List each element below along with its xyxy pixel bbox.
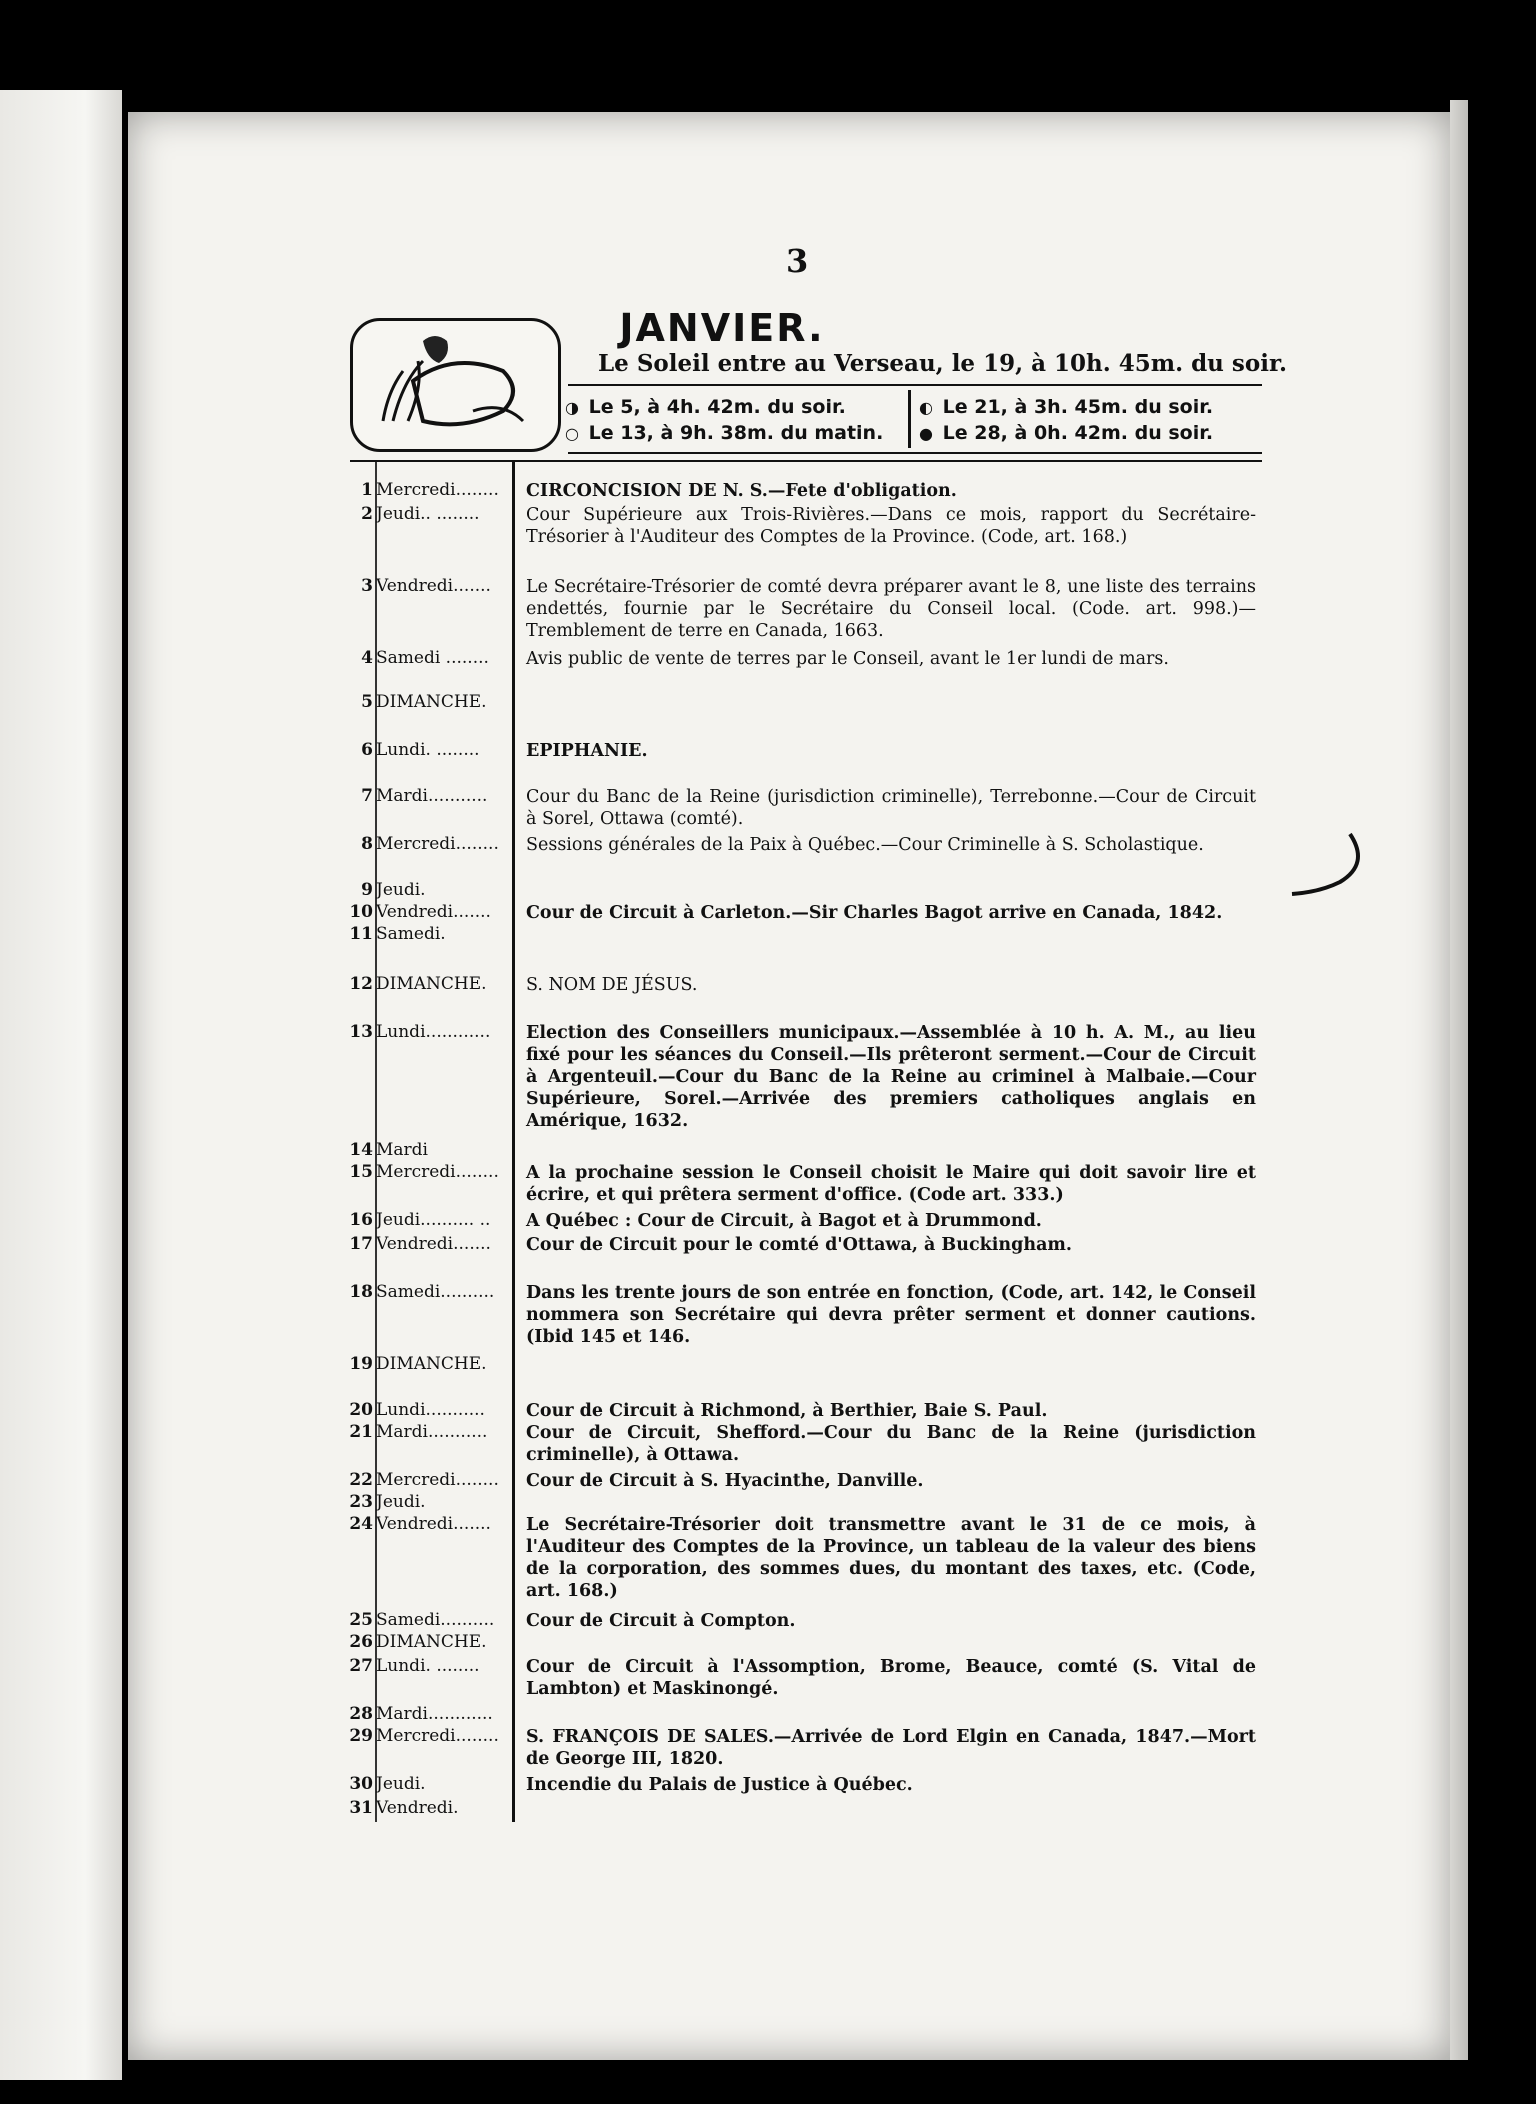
- day-events: Cour Supérieure aux Trois-Rivières.—Dans ce mois, rapport du Secrétaire-Trésorier à l'Auditeur des Comptes de la Province. (Code, art. 168.): [526, 505, 1256, 547]
- day-number: 25: [349, 1610, 373, 1630]
- day-events: Avis public de vente de terres par le Conseil, avant le 1er lundi de mars.: [526, 649, 1169, 669]
- weekday: Mardi............: [376, 1704, 493, 1724]
- moon-phase-new: ● Le 28, à 0h. 42m. du soir.: [916, 422, 1213, 444]
- weekday: Mercredi........: [376, 1470, 499, 1490]
- divider: [908, 390, 911, 448]
- day-number: 28: [349, 1704, 373, 1724]
- day-events: A Québec : Cour de Circuit, à Bagot et à Drummond.: [526, 1211, 1042, 1231]
- weekday: Samedi.: [376, 924, 446, 944]
- divider: [568, 452, 1262, 454]
- weekday: DIMANCHE.: [376, 692, 487, 712]
- divider: [350, 460, 1262, 462]
- weekday: Vendredi.......: [376, 1514, 491, 1534]
- day-number: 20: [349, 1400, 373, 1420]
- day-number: 11: [349, 924, 373, 944]
- day-number: 10: [349, 902, 373, 922]
- day-number: 27: [349, 1656, 373, 1676]
- weekday: Samedi ........: [376, 648, 489, 668]
- day-number: 9: [361, 880, 373, 900]
- weekday: Jeudi.. ........: [376, 504, 480, 524]
- day-number: 17: [349, 1234, 373, 1254]
- day-events: Le Secrétaire-Trésorier doit transmettre avant le 31 de ce mois, à l'Auditeur des Comptes de la Province, un tableau de la valeur des biens de la corporation, des sommes dues, du montant des taxes, etc. (Code, art. 168.): [526, 1515, 1256, 1601]
- day-events: Election des Conseillers municipaux.—Assemblée à 10 h. A. M., au lieu fixé pour les séances du Conseil.—Ils prêteront serment.—Cour de Circuit à Argenteuil.—Cour du Banc de la Reine au criminel à Malbaie.—Cour Supérieure, Sorel.—Arrivée des premiers catholiques anglais en Amérique, 1632.: [526, 1023, 1256, 1131]
- day-number: 14: [349, 1140, 373, 1160]
- weekday: DIMANCHE.: [376, 974, 487, 994]
- day-number: 19: [349, 1354, 373, 1374]
- page-edge-right: [1450, 100, 1468, 2060]
- day-number: 12: [349, 974, 373, 994]
- day-events: Cour de Circuit à Carleton.—Sir Charles Bagot arrive en Canada, 1842.: [526, 903, 1223, 923]
- day-number: 30: [349, 1774, 373, 1794]
- weekday: Mercredi........: [376, 834, 499, 854]
- divider: [568, 384, 1262, 386]
- day-events: Sessions générales de la Paix à Québec.—Cour Criminelle à S. Scholastique.: [526, 835, 1204, 855]
- weekday: Lundi...........: [376, 1400, 485, 1420]
- day-number: 24: [349, 1514, 373, 1534]
- sun-entry-line: Le Soleil entre au Verseau, le 19, à 10h. 45m. du soir.: [598, 350, 1287, 377]
- weekday: Vendredi.......: [376, 576, 491, 596]
- day-number: 23: [349, 1492, 373, 1512]
- day-number: 2: [361, 504, 373, 524]
- day-events: Cour de Circuit à Richmond, à Berthier, Baie S. Paul.: [526, 1401, 1048, 1421]
- day-events: S. FRANÇOIS DE SALES.—Arrivée de Lord Elgin en Canada, 1847.—Mort de George III, 1820.: [526, 1727, 1256, 1769]
- day-events: Cour de Circuit à S. Hyacinthe, Danville.: [526, 1471, 924, 1491]
- weekday: Vendredi.......: [376, 1234, 491, 1254]
- weekday: Vendredi.: [376, 1798, 459, 1818]
- day-events: Cour de Circuit à Compton.: [526, 1611, 796, 1631]
- moon-full-icon: ○: [565, 424, 579, 443]
- day-number: 21: [349, 1422, 373, 1442]
- day-number: 13: [349, 1022, 373, 1042]
- weekday: Mercredi........: [376, 480, 499, 500]
- weekday: Jeudi.......... ..: [376, 1210, 491, 1230]
- weekday: Mardi...........: [376, 1422, 488, 1442]
- day-events: Cour de Circuit à l'Assomption, Brome, Beauce, comté (S. Vital de Lambton) et Maskinongé.: [526, 1657, 1256, 1699]
- day-events: Incendie du Palais de Justice à Québec.: [526, 1775, 913, 1795]
- weekday: Jeudi.: [376, 1774, 426, 1794]
- day-events: A la prochaine session le Conseil choisit le Maire qui doit savoir lire et écrire, et qui prêtera serment d'office. (Code art. 333.): [526, 1163, 1256, 1205]
- month-heading: JANVIER.: [619, 306, 825, 350]
- weekday: Jeudi.: [376, 880, 426, 900]
- day-events: Cour de Circuit pour le comté d'Ottawa, à Buckingham.: [526, 1235, 1073, 1255]
- day-number: 29: [349, 1726, 373, 1746]
- weekday: Mercredi........: [376, 1162, 499, 1182]
- moon-new-icon: ●: [919, 424, 933, 443]
- moon-phase-full: ○ Le 13, à 9h. 38m. du matin.: [562, 422, 883, 444]
- day-number: 6: [361, 740, 373, 760]
- moon-first-quarter-icon: ◑: [565, 398, 579, 417]
- book-spine-left: [0, 90, 122, 2080]
- page-number: 3: [786, 242, 809, 280]
- day-number: 15: [349, 1162, 373, 1182]
- day-number: 7: [361, 786, 373, 806]
- weekday: Mardi...........: [376, 786, 488, 806]
- day-events: Dans les trente jours de son entrée en fonction, (Code, art. 142, le Conseil nommera son Secrétaire qui devra prêter serment et donner cautions. (Ibid 145 et 146.: [526, 1283, 1256, 1347]
- weekday: Samedi..........: [376, 1610, 495, 1630]
- weekday: Lundi. ........: [376, 1656, 480, 1676]
- weekday: DIMANCHE.: [376, 1354, 487, 1374]
- day-number: 22: [349, 1470, 373, 1490]
- day-events: EPIPHANIE.: [526, 741, 648, 761]
- weekday: Mercredi........: [376, 1726, 499, 1746]
- day-events: Cour du Banc de la Reine (jurisdiction criminelle), Terrebonne.—Cour de Circuit à Sorel, Ottawa (comté).: [526, 787, 1256, 829]
- day-number: 26: [349, 1632, 373, 1652]
- day-events: Cour de Circuit, Shefford.—Cour du Banc de la Reine (jurisdiction criminelle), à Ottawa.: [526, 1423, 1256, 1465]
- day-number: 8: [361, 834, 373, 854]
- moon-phase-last-quarter: ◐ Le 21, à 3h. 45m. du soir.: [916, 396, 1213, 418]
- day-number: 16: [349, 1210, 373, 1230]
- weekday: Mardi: [376, 1140, 428, 1160]
- day-events: CIRCONCISION DE N. S.—Fete d'obligation.: [526, 481, 957, 501]
- day-events: S. NOM DE JÉSUS.: [526, 975, 698, 995]
- day-number: 4: [361, 648, 373, 668]
- weekday: Vendredi.......: [376, 902, 491, 922]
- weekday: Jeudi.: [376, 1492, 426, 1512]
- day-number: 31: [349, 1798, 373, 1818]
- moon-phase-first-quarter: ◑ Le 5, à 4h. 42m. du soir.: [562, 396, 846, 418]
- day-number: 5: [361, 692, 373, 712]
- pen-mark-icon: [1290, 830, 1380, 910]
- weekday: Lundi. ........: [376, 740, 480, 760]
- day-events: Le Secrétaire-Trésorier de comté devra préparer avant le 8, une liste des terrains endettés, fournie par le Secrétaire du Conseil local. (Code. art. 998.)—Tremblement de terre en Canada, 1663.: [526, 577, 1256, 641]
- moon-last-quarter-icon: ◐: [919, 398, 933, 417]
- weekday: Samedi..........: [376, 1282, 495, 1302]
- day-number: 1: [361, 480, 373, 500]
- column-rule: [512, 462, 515, 1822]
- weekday: Lundi............: [376, 1022, 491, 1042]
- day-number: 3: [361, 576, 373, 596]
- day-number: 18: [349, 1282, 373, 1302]
- weekday: DIMANCHE.: [376, 1632, 487, 1652]
